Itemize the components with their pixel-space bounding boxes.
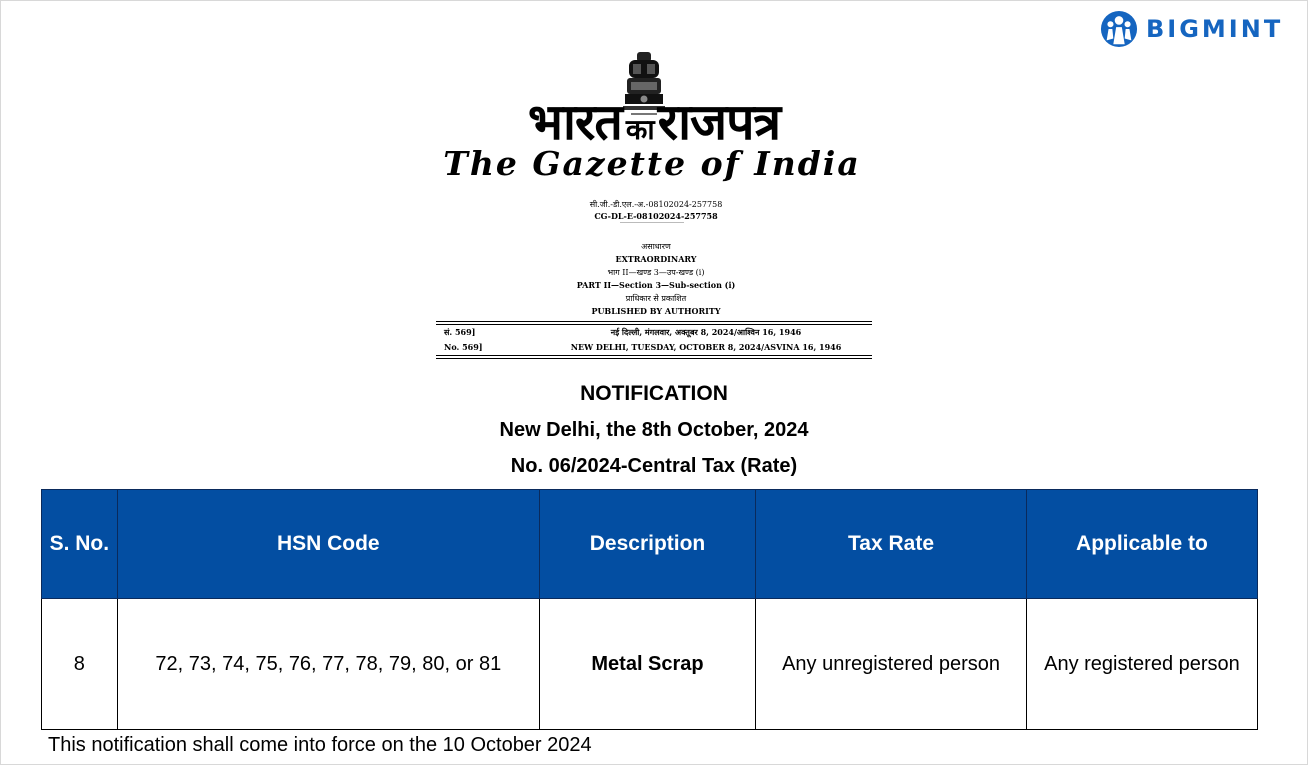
authority-hindi: प्राधिकार से प्रकाशित <box>625 294 687 303</box>
gazette-hindi-title: भारत काराजपत्र <box>527 92 781 151</box>
cell-hsn-code: 72, 73, 74, 75, 76, 77, 78, 79, 80, or 81 <box>117 599 539 730</box>
header-description: Description <box>539 490 755 599</box>
notification-number: No. 06/2024-Central Tax (Rate) <box>510 455 798 477</box>
logo-text: BIGMINT <box>1146 15 1284 43</box>
authority-english: PUBLISHED BY AUTHORITY <box>591 306 721 316</box>
people-logo-icon <box>1100 10 1138 48</box>
issue-top-rule-2 <box>436 324 872 325</box>
tax-rate-table <box>41 489 1258 730</box>
header-s-no: S. No. <box>42 490 118 599</box>
gazette-code-english: CG-DL-E-08102024-257758 <box>594 211 718 221</box>
cell-description: Metal Scrap <box>539 599 755 730</box>
footer-note: This notification shall come into force on the 10 October 2024 <box>48 734 592 756</box>
cell-s-no: 8 <box>42 599 118 730</box>
header-applicable-to: Applicable to <box>1026 490 1257 599</box>
issue-bottom-rule-2 <box>436 358 872 359</box>
header-tax-rate: Tax Rate <box>756 490 1027 599</box>
table-row <box>42 599 1258 730</box>
notification-title: NOTIFICATION <box>580 382 728 405</box>
issue-bottom-rule <box>436 355 872 356</box>
table-header-row <box>42 490 1258 599</box>
code-underline <box>620 222 684 223</box>
part-english: PART II—Section 3—Sub-section (i) <box>576 280 736 290</box>
extraordinary-hindi: असाधारण <box>641 242 671 251</box>
extraordinary-english: EXTRAORDINARY <box>615 254 697 264</box>
gazette-english-title: The Gazette of India <box>443 144 861 183</box>
header-hsn-code: HSN Code <box>117 490 539 599</box>
bigmint-logo <box>1100 10 1283 48</box>
issue-top-rule <box>436 321 872 322</box>
cell-tax-rate: Any unregistered person <box>756 599 1027 730</box>
cell-applicable-to: Any registered person <box>1026 599 1257 730</box>
gazette-code-hindi: सी.जी.-डी.एल.-अ.-08102024-257758 <box>589 200 723 209</box>
part-hindi: भाग II—खण्ड 3—उप-खण्ड (i) <box>607 268 705 277</box>
notification-place-date: New Delhi, the 8th October, 2024 <box>499 419 809 441</box>
